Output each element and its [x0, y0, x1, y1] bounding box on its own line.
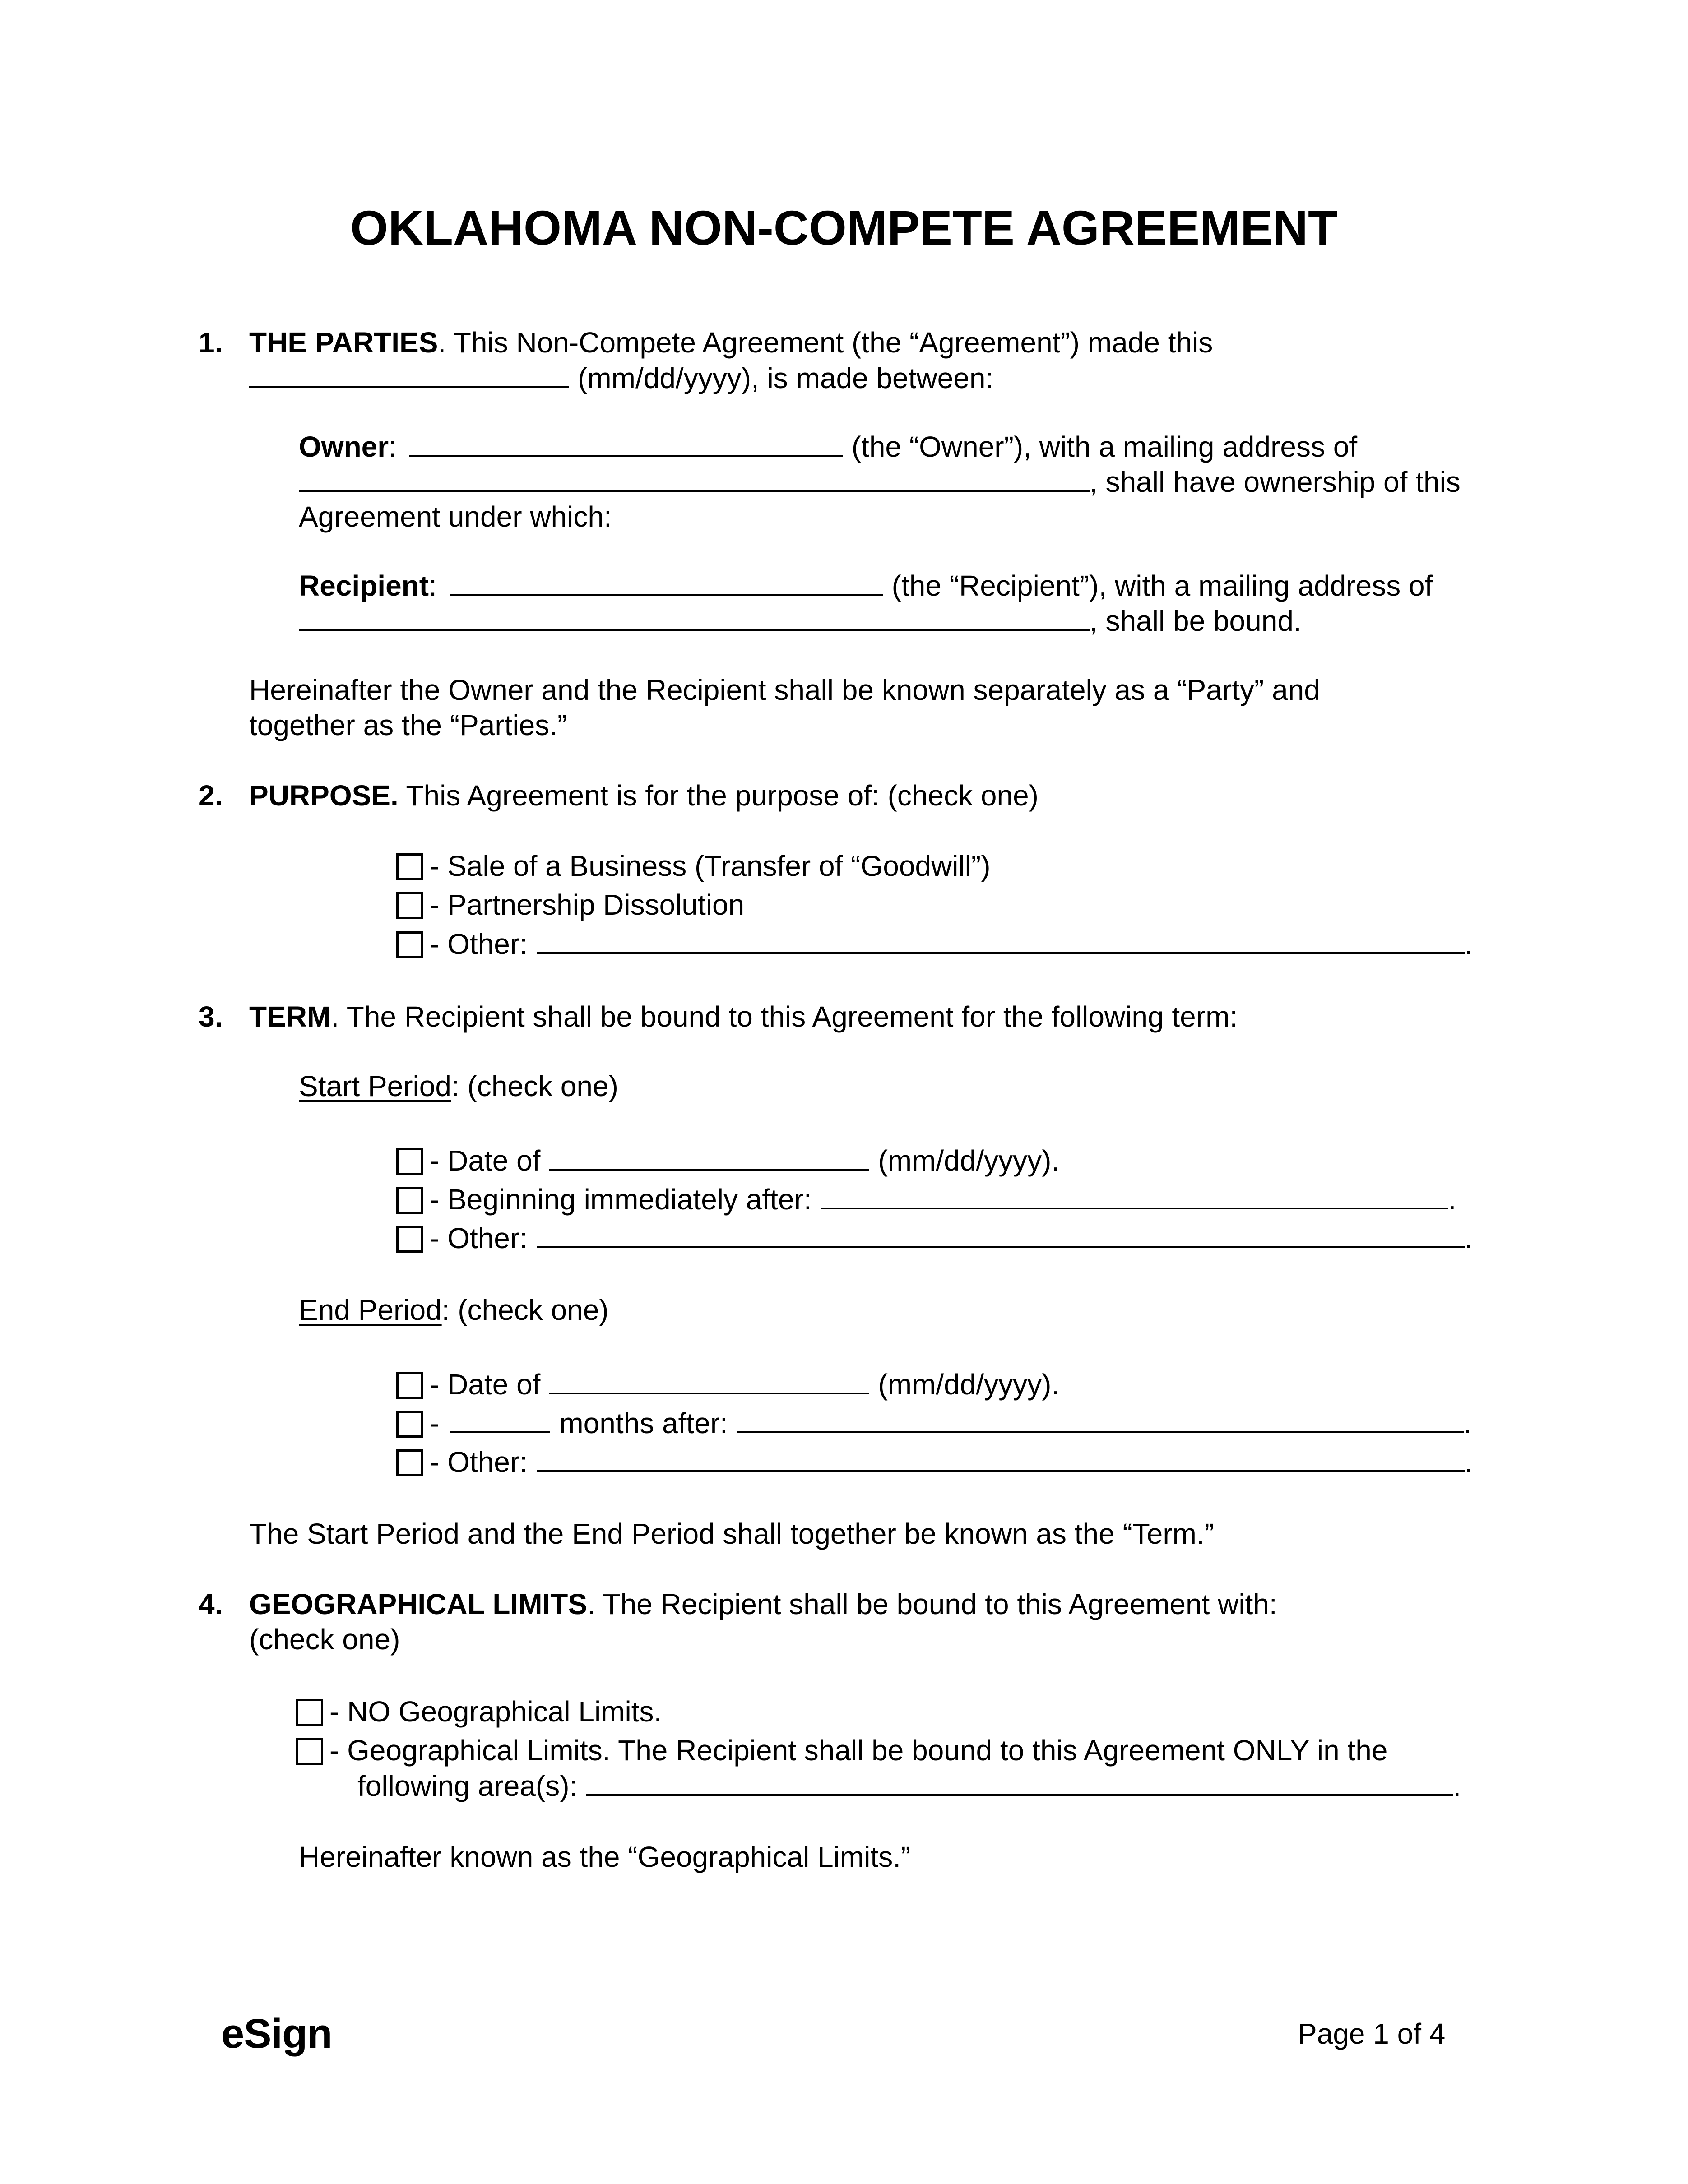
term-together-text: The Start Period and the End Period shall together be known as the “Term.”: [249, 1518, 1215, 1550]
geo-check-one: (check one): [249, 1623, 400, 1656]
purpose-heading: PURPOSE.: [249, 779, 399, 812]
owner-name-blank[interactable]: [409, 429, 843, 457]
recipient-label: Recipient: [299, 569, 429, 602]
end-date-option: [396, 1366, 1059, 1402]
end-other-label: - Other:: [430, 1446, 528, 1478]
parties-heading: THE PARTIES: [249, 326, 438, 359]
geo-heading: GEOGRAPHICAL LIMITS: [249, 1588, 588, 1620]
geo-limits-option: [296, 1733, 1387, 1768]
purpose-option-other: - Other: .: [396, 926, 1473, 962]
end-months-after-blank[interactable]: [737, 1405, 1464, 1433]
end-period-label: End Period: [299, 1294, 442, 1326]
end-date-format: (mm/dd/yyyy).: [878, 1368, 1060, 1401]
geo-following-line: following area(s): .: [357, 1768, 1461, 1804]
term-heading: TERM: [249, 1000, 331, 1033]
owner-line: Owner: (the “Owner”), with a mailing address of: [299, 429, 1357, 464]
end-date-label: - Date of: [430, 1368, 541, 1401]
geo-limits-checkbox[interactable]: [296, 1738, 323, 1765]
end-other-blank[interactable]: [537, 1444, 1465, 1472]
end-months-option: - months after: .: [396, 1405, 1472, 1441]
section-number-term: 3.: [199, 1000, 223, 1033]
purpose-partnership-label: - Partnership Dissolution: [430, 888, 745, 921]
parties-intro-line: [249, 325, 1213, 360]
geo-area-blank[interactable]: [586, 1768, 1453, 1796]
recipient-text: (the “Recipient”), with a mailing address of: [891, 569, 1433, 602]
end-months-label: months after:: [559, 1407, 728, 1439]
section-number-geo: 4.: [199, 1588, 223, 1620]
recipient-bound-text: , shall be bound.: [1090, 605, 1302, 637]
start-beginning-blank[interactable]: [821, 1181, 1448, 1209]
owner-address-line: [299, 464, 1461, 500]
purpose-other-label: - Other:: [430, 928, 528, 960]
start-beginning-option: - Beginning immediately after: .: [396, 1181, 1456, 1217]
recipient-address-blank[interactable]: [299, 603, 1090, 631]
purpose-other-checkbox[interactable]: [396, 931, 423, 958]
term-intro-text: . The Recipient shall be bound to this Agreement for the following term:: [331, 1000, 1238, 1033]
purpose-sale-label: - Sale of a Business (Transfer of “Goodwill”): [430, 850, 991, 882]
start-date-format: (mm/dd/yyyy).: [878, 1144, 1060, 1177]
section-number-purpose: 2.: [199, 779, 223, 812]
owner-address-blank[interactable]: [299, 464, 1090, 492]
end-period-suffix: : (check one): [441, 1294, 609, 1326]
start-period-suffix: : (check one): [451, 1070, 618, 1102]
start-date-checkbox[interactable]: [396, 1148, 423, 1175]
purpose-intro-text: This Agreement is for the purpose of: (check one): [398, 779, 1039, 812]
section-number-parties: 1.: [199, 326, 223, 359]
owner-ownership-text: , shall have ownership of this: [1090, 466, 1461, 498]
term-intro-line: [249, 999, 1238, 1034]
end-months-checkbox[interactable]: [396, 1411, 423, 1438]
end-months-count-blank[interactable]: [450, 1405, 550, 1433]
purpose-other-blank[interactable]: [537, 926, 1465, 954]
geo-no-limits-option: [296, 1694, 662, 1729]
start-other-blank[interactable]: [537, 1220, 1465, 1248]
start-other-option: - Other: .: [396, 1220, 1473, 1256]
start-date-label: - Date of: [430, 1144, 541, 1177]
geo-no-limits-checkbox[interactable]: [296, 1699, 323, 1726]
owner-under-text: Agreement under which:: [299, 500, 612, 533]
purpose-option-partnership: [396, 887, 744, 922]
owner-label: Owner: [299, 430, 389, 463]
start-other-checkbox[interactable]: [396, 1226, 423, 1253]
start-period-label: Start Period: [299, 1070, 451, 1102]
page-number: Page 1 of 4: [1298, 2017, 1446, 2050]
geo-no-limits-label: - NO Geographical Limits.: [329, 1695, 662, 1728]
start-other-label: - Other:: [430, 1222, 528, 1254]
agreement-date-blank[interactable]: [249, 360, 569, 388]
recipient-name-blank[interactable]: [450, 568, 883, 596]
start-period-line: [299, 1069, 618, 1104]
purpose-sale-checkbox[interactable]: [396, 853, 423, 880]
start-beginning-label: - Beginning immediately after:: [430, 1183, 812, 1216]
end-months-dash: -: [430, 1407, 440, 1439]
end-other-checkbox[interactable]: [396, 1449, 423, 1476]
document-title: OKLAHOMA NON-COMPETE AGREEMENT: [350, 200, 1338, 255]
end-date-blank[interactable]: [549, 1366, 869, 1394]
geo-intro-text: . The Recipient shall be bound to this Agreement with:: [587, 1588, 1277, 1620]
start-date-blank[interactable]: [549, 1143, 869, 1171]
end-date-checkbox[interactable]: [396, 1372, 423, 1399]
start-date-option: [396, 1143, 1059, 1178]
purpose-intro-line: [249, 778, 1039, 813]
hereinafter-parties-line-2: together as the “Parties.”: [249, 709, 567, 741]
purpose-option-sale: [396, 848, 991, 884]
geo-hereinafter-text: Hereinafter known as the “Geographical Limits.”: [299, 1841, 911, 1873]
parties-intro-text: . This Non-Compete Agreement (the “Agreement”) made this: [438, 326, 1213, 359]
geo-following-label: following area(s):: [357, 1770, 578, 1802]
parties-date-line: [249, 360, 993, 396]
start-beginning-checkbox[interactable]: [396, 1187, 423, 1214]
owner-text: (the “Owner”), with a mailing address of: [851, 430, 1358, 463]
end-other-option: - Other: .: [396, 1444, 1473, 1480]
hereinafter-parties-line-1: Hereinafter the Owner and the Recipient shall be known separately as a “Party” and: [249, 674, 1320, 706]
end-period-line: [299, 1292, 609, 1328]
geo-limits-label: - Geographical Limits. The Recipient shall be bound to this Agreement ONLY in the: [329, 1734, 1388, 1767]
recipient-address-line: [299, 603, 1302, 639]
recipient-line: Recipient: (the “Recipient”), with a mailing address of: [299, 568, 1433, 603]
geo-intro-line: [249, 1587, 1277, 1622]
parties-date-suffix: (mm/dd/yyyy), is made between:: [578, 362, 994, 394]
purpose-partnership-checkbox[interactable]: [396, 892, 423, 919]
esign-logo: eSign: [221, 2011, 332, 2057]
